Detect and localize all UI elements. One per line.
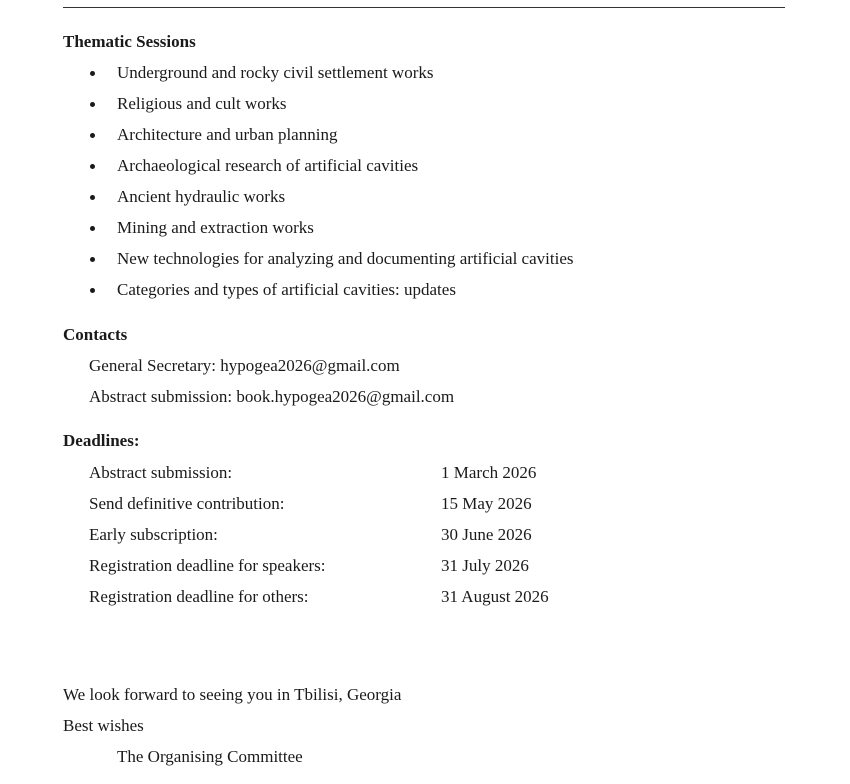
- list-item-text: Architecture and urban planning: [117, 125, 338, 144]
- list-item-text: New technologies for analyzing and documenting artificial cavities: [117, 249, 574, 268]
- top-divider: [63, 7, 785, 8]
- closing-message: We look forward to seeing you in Tbilisi, Georgia: [63, 685, 402, 704]
- deadline-row: [0, 555, 800, 586]
- bullet-icon: [90, 288, 95, 293]
- bullet-icon: [90, 195, 95, 200]
- contacts-heading: Contacts: [63, 325, 128, 344]
- bullet-icon: [90, 71, 95, 76]
- deadline-date: 1 March 2026: [441, 463, 537, 482]
- deadlines-table: [0, 462, 800, 617]
- contact-abstract-submission: Abstract submission: book.hypogea2026@gmail.com: [89, 387, 455, 406]
- deadline-date: 31 August 2026: [441, 587, 549, 606]
- list-item-text: Archaeological research of artificial cavities: [117, 156, 419, 175]
- deadline-date: 31 July 2026: [441, 556, 529, 575]
- deadline-date: 30 June 2026: [441, 525, 532, 544]
- deadline-row: [0, 493, 800, 524]
- list-item-text: Ancient hydraulic works: [117, 187, 286, 206]
- deadline-label: Registration deadline for others:: [89, 587, 309, 606]
- deadline-label: Early subscription:: [89, 525, 218, 544]
- list-item-text: Categories and types of artificial cavities: updates: [117, 280, 456, 299]
- bullet-icon: [90, 257, 95, 262]
- deadline-label: Send definitive contribution:: [89, 494, 285, 513]
- deadline-date: 15 May 2026: [441, 494, 532, 513]
- closing-signature: The Organising Committee: [117, 747, 303, 766]
- deadline-label: Abstract submission:: [89, 463, 233, 482]
- thematic-sessions-heading: Thematic Sessions: [63, 32, 196, 51]
- list-item-text: Underground and rocky civil settlement works: [117, 63, 434, 82]
- closing-greeting: Best wishes: [63, 716, 144, 735]
- contact-general-secretary: General Secretary: hypogea2026@gmail.com: [89, 356, 400, 375]
- list-item-text: Mining and extraction works: [117, 218, 314, 237]
- deadline-label: Registration deadline for speakers:: [89, 556, 326, 575]
- bullet-icon: [90, 133, 95, 138]
- deadlines-heading: Deadlines:: [63, 431, 140, 450]
- contacts-block: [89, 355, 454, 417]
- bullet-icon: [90, 102, 95, 107]
- bullet-icon: [90, 226, 95, 231]
- deadline-row: [0, 586, 800, 617]
- deadline-row: [0, 524, 800, 555]
- deadline-row: [0, 462, 800, 493]
- bullet-icon: [90, 164, 95, 169]
- list-item-text: Religious and cult works: [117, 94, 287, 113]
